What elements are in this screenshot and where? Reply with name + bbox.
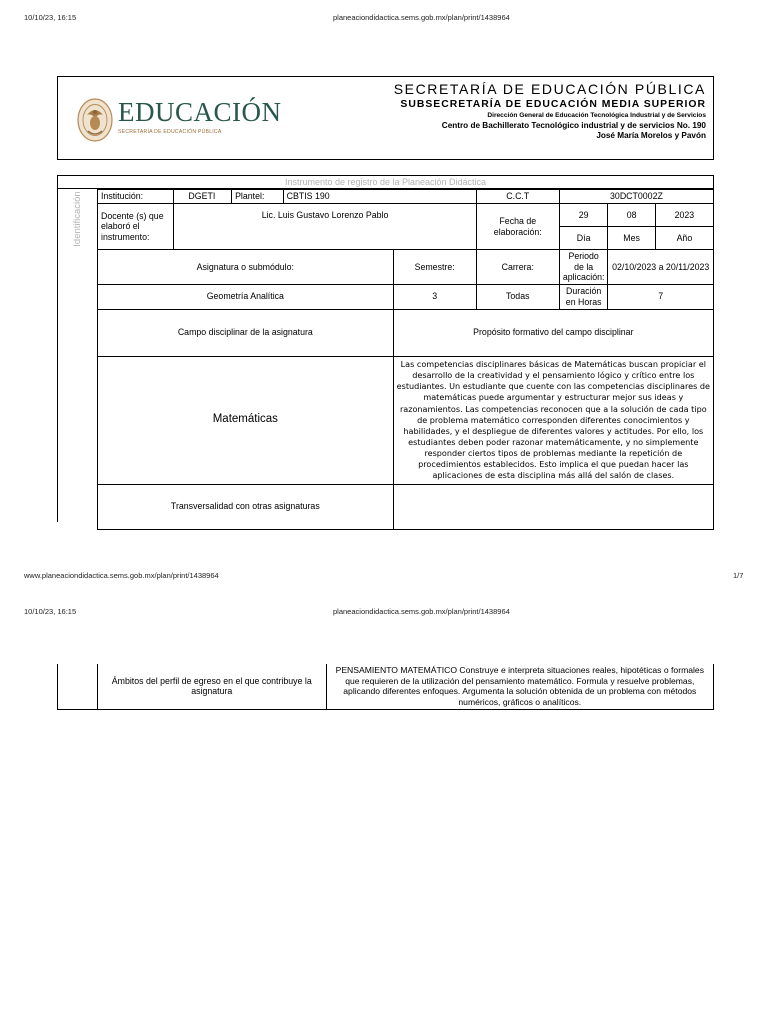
date-year: 2023 xyxy=(655,204,713,227)
period-label: Periodo de la aplicación: xyxy=(559,250,608,285)
institution-label: Institución: xyxy=(98,190,174,204)
cct-label: C.C.T xyxy=(476,190,559,204)
teacher-label: Docente (s) que elaboró el instrumento: xyxy=(98,204,174,250)
formative-purpose-text: Las competencias disciplinares básicas de Matemáticas buscan propiciar el desarrollo de la creatividad y el pensamiento lógico y crítico entre los estudiantes. Un estudiante que cuente con las competencias disciplinares de matemáticas puede argumentar y estructurar mejor sus ideas y razonamientos. Las competencias reconocen que a la solución de cada tipo de problema matemático corresponden diferentes conocimientos y habilidades, y el despliegue de diferentes valores y actitudes. Por ello, los estudiantes deben poder razonar matemáticamente, y no simplemente responder ciertos tipos de problemas mediante la repetición de procedimientos establecidos. Esto implica el que puedan hacer las aplicaciones de esta disciplina más allá del salón de clases. xyxy=(393,356,713,484)
date-day-label: Día xyxy=(559,227,608,250)
print-date-header: 10/10/23, 16:15 xyxy=(24,13,77,22)
continued-side-cell xyxy=(58,664,98,709)
eagle-seal-icon xyxy=(76,96,114,144)
campus-label: Plantel: xyxy=(232,190,284,204)
school-honoree: José María Morelos y Pavón xyxy=(596,131,706,140)
form-title: Instrumento de registro de la Planeación Didáctica xyxy=(57,175,714,189)
semester-label: Semestre: xyxy=(393,250,476,285)
planning-form-table-continued xyxy=(57,664,714,710)
subsecretariat-title: SUBSECRETARÍA DE EDUCACIÓN MEDIA SUPERIOR xyxy=(400,99,706,110)
graduate-profile-text: PENSAMIENTO MATEMÁTICO Construye e interpreta situaciones reales, hipotéticas o formales que requieren de la utilización del pensamiento matemático. Formula y resuelve problemas, aplicando diferentes enfoques. Argumenta la solución obtenida de un problema con métodos numéricos, gráficos o analíticos. xyxy=(326,664,713,709)
career-label: Carrera: xyxy=(476,250,559,285)
subject-value: Geometría Analítica xyxy=(98,284,394,309)
directorate-name: Dirección General de Educación Tecnológica Industrial y de Servicios xyxy=(487,112,706,119)
print-url-header-page2: planeaciondidactica.sems.gob.mx/plan/print/1438964 xyxy=(333,607,510,616)
teacher-name: Lic. Luis Gustavo Lorenzo Pablo xyxy=(174,204,476,250)
cct-value: 30DCT0002Z xyxy=(559,190,713,204)
date-year-label: Año xyxy=(655,227,713,250)
sep-logo xyxy=(76,95,282,145)
duration-label: Duración en Horas xyxy=(559,284,608,309)
logo-subtitle: SECRETARÍA DE EDUCACIÓN PÚBLICA xyxy=(118,129,222,135)
date-day: 29 xyxy=(559,204,608,227)
duration-value: 7 xyxy=(608,284,714,309)
graduate-profile-label: Ámbitos del perfil de egreso en el que contribuye la asignatura xyxy=(97,664,326,709)
career-value: Todas xyxy=(476,284,559,309)
letterhead xyxy=(57,76,714,160)
transversality-label: Transversalidad con otras asignaturas xyxy=(98,484,394,529)
ministry-title: SECRETARÍA DE EDUCACIÓN PÚBLICA xyxy=(393,81,706,97)
planning-form-table xyxy=(97,189,714,530)
institution-value: DGETI xyxy=(174,190,232,204)
print-url-header: planeaciondidactica.sems.gob.mx/plan/print/1438964 xyxy=(333,13,510,22)
subject-label: Asignatura o submódulo: xyxy=(98,250,394,285)
print-url-footer: www.planeaciondidactica.sems.gob.mx/plan/print/1438964 xyxy=(24,571,219,580)
discipline-field-value: Matemáticas xyxy=(98,356,394,484)
page-number: 1/7 xyxy=(733,571,744,580)
campus-value: CBTIS 190 xyxy=(283,190,476,204)
date-month: 08 xyxy=(608,204,655,227)
school-name: Centro de Bachillerato Tecnológico industrial y de servicios No. 190 xyxy=(441,121,706,130)
date-month-label: Mes xyxy=(608,227,655,250)
semester-value: 3 xyxy=(393,284,476,309)
period-value: 02/10/2023 a 20/11/2023 xyxy=(608,250,714,285)
print-date-header-page2: 10/10/23, 16:15 xyxy=(24,607,77,616)
discipline-field-label: Campo disciplinar de la asignatura xyxy=(98,309,394,356)
transversality-value xyxy=(393,484,713,529)
formative-purpose-label: Propósito formativo del campo disciplinar xyxy=(393,309,713,356)
logo-wordmark: EDUCACIÓN xyxy=(118,97,282,127)
identification-side-label: Identificación xyxy=(72,191,83,247)
date-label: Fecha de elaboración: xyxy=(476,204,559,250)
